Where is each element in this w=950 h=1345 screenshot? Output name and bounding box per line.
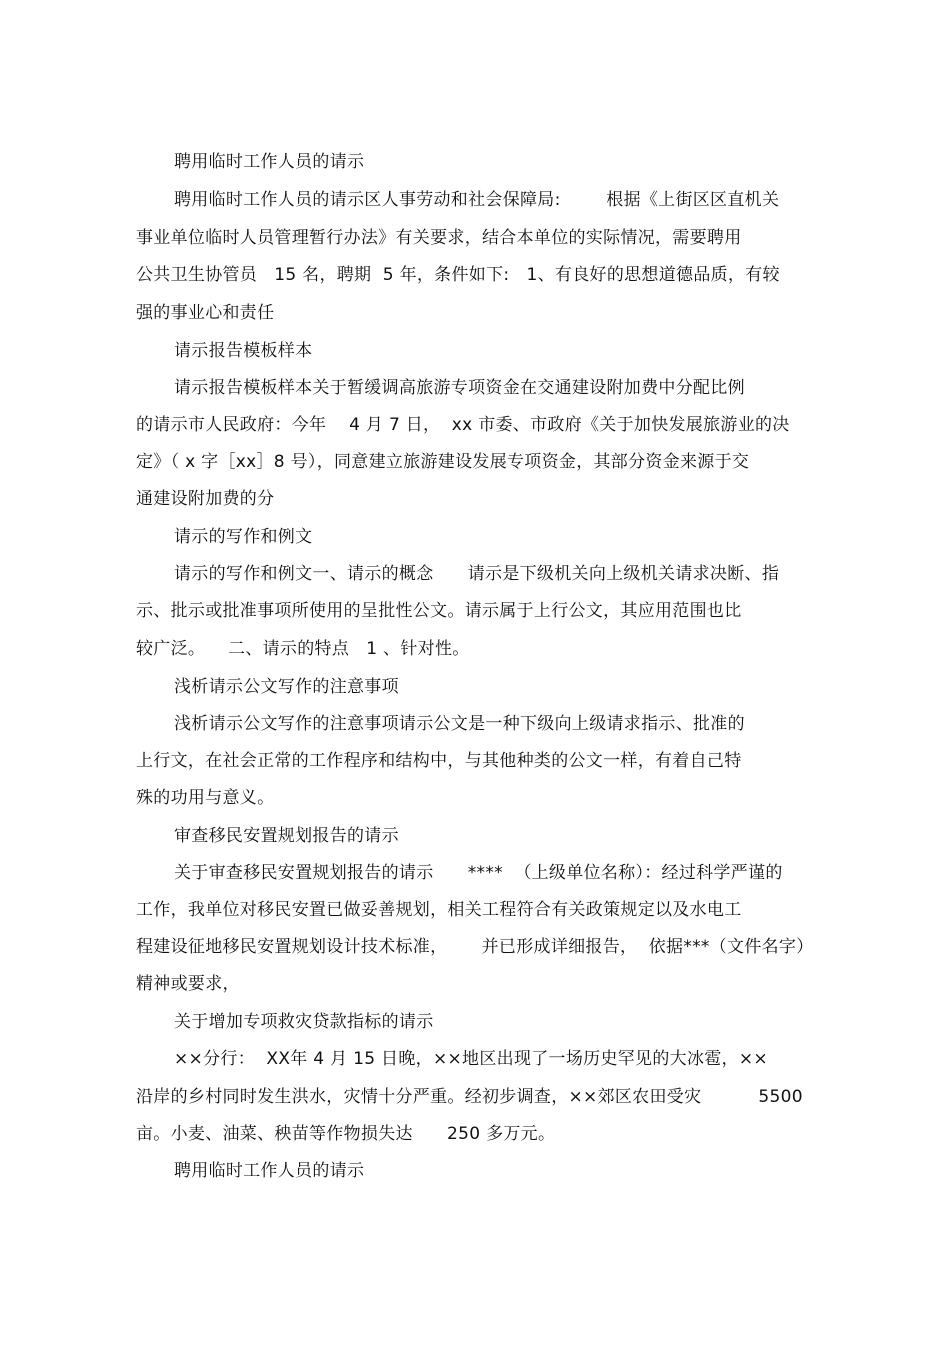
paragraph-1-line-4: 强的事业心和责任 — [136, 303, 275, 323]
paragraph-2-line-1: 请示报告模板样本关于暂缓调高旅游专项资金在交通建设附加费中分配比例 — [174, 378, 745, 398]
paragraph-6-line-3: 亩。小麦、油菜、秧苗等作物损失达 250 多万元。 — [136, 1124, 556, 1144]
paragraph-2-line-2: 的请示市人民政府：今年 4 月 7 日， xx 市委、市政府《关于加快发展旅游业的决 — [136, 415, 790, 435]
paragraph-6-line-1: ××分行： XX年 4 月 15 日晚，××地区出现了一场历史罕见的大冰雹，×× — [174, 1049, 768, 1069]
heading-6: 关于增加专项救灾贷款指标的请示 — [174, 1012, 434, 1032]
heading-7: 聘用临时工作人员的请示 — [174, 1161, 365, 1181]
paragraph-2-line-3: 定》（ x 字［xx］8 号），同意建立旅游建设发展专项资金，其部分资金来源于交 — [136, 452, 750, 472]
paragraph-4-line-3: 殊的功用与意义。 — [136, 788, 275, 808]
heading-4: 浅析请示公文写作的注意事项 — [174, 677, 399, 697]
paragraph-1-line-3: 公共卫生协管员 15 名，聘期 5 年，条件如下: 1、有良好的思想道德品质，有较 — [136, 265, 780, 285]
heading-2: 请示报告模板样本 — [174, 341, 313, 361]
paragraph-3-line-3: 较广泛。 二、请示的特点 1 、针对性。 — [136, 639, 470, 659]
paragraph-4-line-2: 上行文，在社会正常的工作程序和结构中，与其他种类的公文一样，有着自己特 — [136, 751, 742, 771]
paragraph-1-line-1: 聘用临时工作人员的请示区人事劳动和社会保障局: 根据《上街区区直机关 — [174, 190, 780, 210]
paragraph-5-line-3: 程建设征地移民安置规划设计技术标准， 并已形成详细报告， 依据***（文件名字） — [136, 937, 814, 957]
paragraph-6-line-2: 沿岸的乡村同时发生洪水，灾情十分严重。经初步调查，××郊区农田受灾 5500 — [136, 1087, 803, 1107]
paragraph-5-line-1: 关于审查移民安置规划报告的请示 **** （上级单位名称）：经过科学严谨的 — [174, 863, 783, 883]
paragraph-4-line-1: 浅析请示公文写作的注意事项请示公文是一种下级向上级请求指示、批准的 — [174, 714, 745, 734]
paragraph-5-line-2: 工作，我单位对移民安置已做妥善规划，相关工程符合有关政策规定以及水电工 — [136, 900, 742, 920]
heading-1: 聘用临时工作人员的请示 — [174, 152, 365, 172]
paragraph-1-line-2: 事业单位临时人员管理暂行办法》有关要求，结合本单位的实际情况，需要聘用 — [136, 228, 742, 248]
heading-3: 请示的写作和例文 — [174, 527, 313, 547]
paragraph-3-line-2: 示、批示或批准事项所使用的呈批性公文。请示属于上行公文，其应用范围也比 — [136, 601, 742, 621]
heading-5: 审查移民安置规划报告的请示 — [174, 826, 399, 846]
paragraph-3-line-1: 请示的写作和例文一、请示的概念 请示是下级机关向上级机关请求决断、指 — [174, 564, 780, 584]
paragraph-2-line-4: 通建设附加费的分 — [136, 489, 275, 509]
paragraph-5-line-4: 精神或要求， — [136, 974, 240, 994]
